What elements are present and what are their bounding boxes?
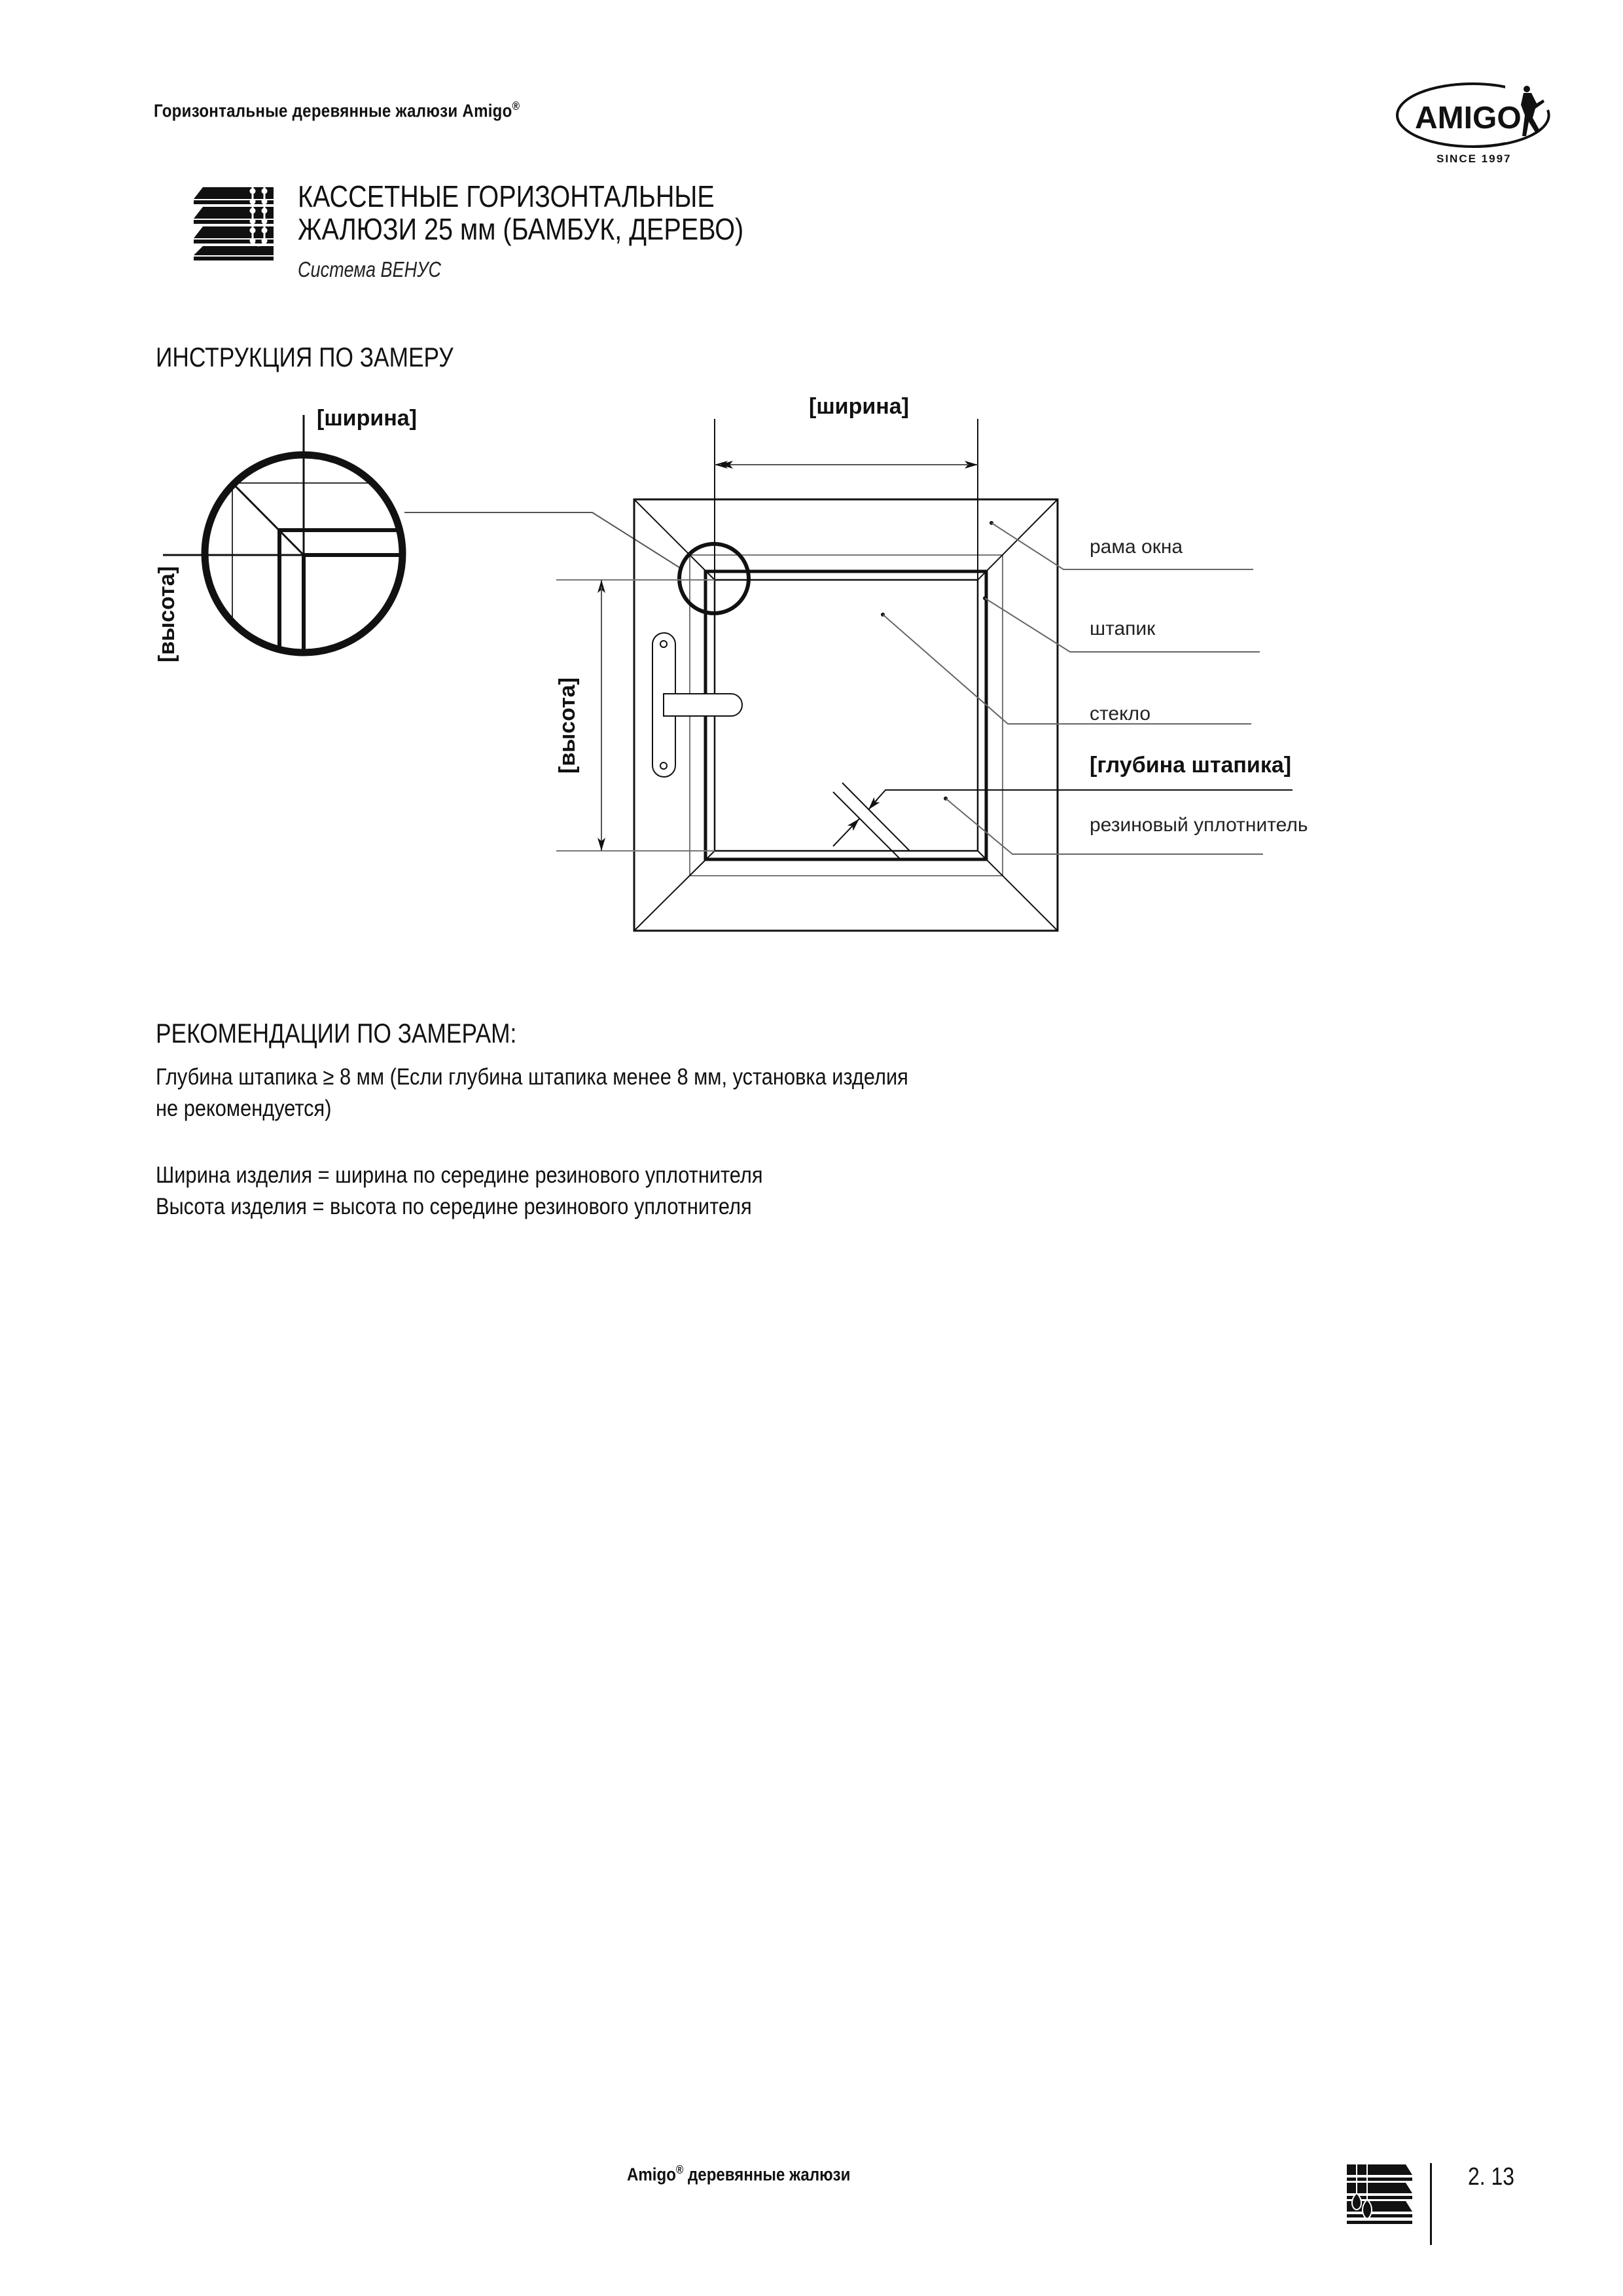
instruction-heading: ИНСТРУКЦИЯ ПО ЗАМЕРУ bbox=[156, 342, 454, 372]
window-width-label: [ширина] bbox=[809, 394, 909, 419]
detail-miter-line bbox=[232, 483, 304, 555]
callout-bead-depth-label: [глубина штапика] bbox=[1090, 753, 1292, 778]
recommendation-line: Ширина изделия = ширина по середине резинового уплотнителя bbox=[156, 1162, 763, 1188]
detail-view bbox=[154, 406, 419, 662]
callout-glass bbox=[881, 613, 1251, 725]
footer-brand: Amigo bbox=[627, 2164, 676, 2185]
product-title-line-2: ЖАЛЮЗИ 25 мм (БАМБУК, ДЕРЕВО) bbox=[298, 212, 744, 246]
registered-mark: ® bbox=[512, 99, 520, 113]
callout-rubber-seal-label: резиновый уплотнитель bbox=[1090, 814, 1308, 836]
blinds-with-cords-icon bbox=[1347, 2163, 1415, 2226]
footer-label: деревянные жалюзи bbox=[683, 2164, 851, 2185]
window-glass-edge bbox=[715, 580, 978, 851]
product-title-line-1: КАССЕТНЫЕ ГОРИЗОНТАЛЬНЫЕ bbox=[298, 179, 715, 213]
handle-screw-top bbox=[660, 641, 667, 647]
callout-rubber-seal bbox=[944, 797, 1308, 854]
logo-tagline: SINCE 1997 bbox=[1436, 152, 1512, 165]
window-drawing bbox=[634, 499, 1058, 931]
detail-leader-line bbox=[404, 512, 679, 567]
footer-divider bbox=[1430, 2163, 1432, 2245]
width-dimension bbox=[715, 394, 978, 580]
running-header-title: Горизонтальные деревянные жалюзи Amigo bbox=[154, 100, 512, 121]
callout-frame-label: рама окна bbox=[1090, 536, 1183, 558]
window-height-label: [высота] bbox=[555, 677, 580, 774]
callout-glass-label: стекло bbox=[1090, 703, 1151, 725]
miter-bottom-left bbox=[634, 851, 715, 931]
footer-text bbox=[627, 2163, 850, 2185]
miter-bottom-right bbox=[978, 851, 1058, 931]
page-number: 2. 13 bbox=[1468, 2163, 1515, 2191]
window-handle bbox=[652, 633, 742, 777]
miter-top-left bbox=[634, 499, 715, 580]
logo-brand: AMIGO bbox=[1415, 101, 1522, 135]
recommendation-line: Глубина штапика ≥ 8 мм (Если глубина штапика менее 8 мм, установка изделия bbox=[156, 1064, 908, 1090]
footer-registered-mark: ® bbox=[675, 2163, 684, 2176]
detail-width-label: [ширина] bbox=[317, 406, 417, 431]
callout-bead-label: штапик bbox=[1090, 618, 1156, 639]
handle-screw-bottom bbox=[660, 762, 667, 769]
handle-lever bbox=[664, 694, 742, 716]
window-bead-thick bbox=[705, 571, 986, 859]
callout-bead-depth bbox=[1090, 753, 1291, 778]
recommendation-line: Высота изделия = высота по середине резинового уплотнителя bbox=[156, 1194, 752, 1219]
measurement-diagram bbox=[0, 0, 1623, 982]
callout-bead bbox=[983, 596, 1260, 652]
product-subtitle: Система ВЕНУС bbox=[298, 257, 442, 281]
recommendations-heading: РЕКОМЕНДАЦИИ ПО ЗАМЕРАМ: bbox=[156, 1018, 517, 1049]
detail-height-label: [высота] bbox=[154, 566, 179, 662]
recommendation-line: не рекомендуется) bbox=[156, 1096, 332, 1121]
